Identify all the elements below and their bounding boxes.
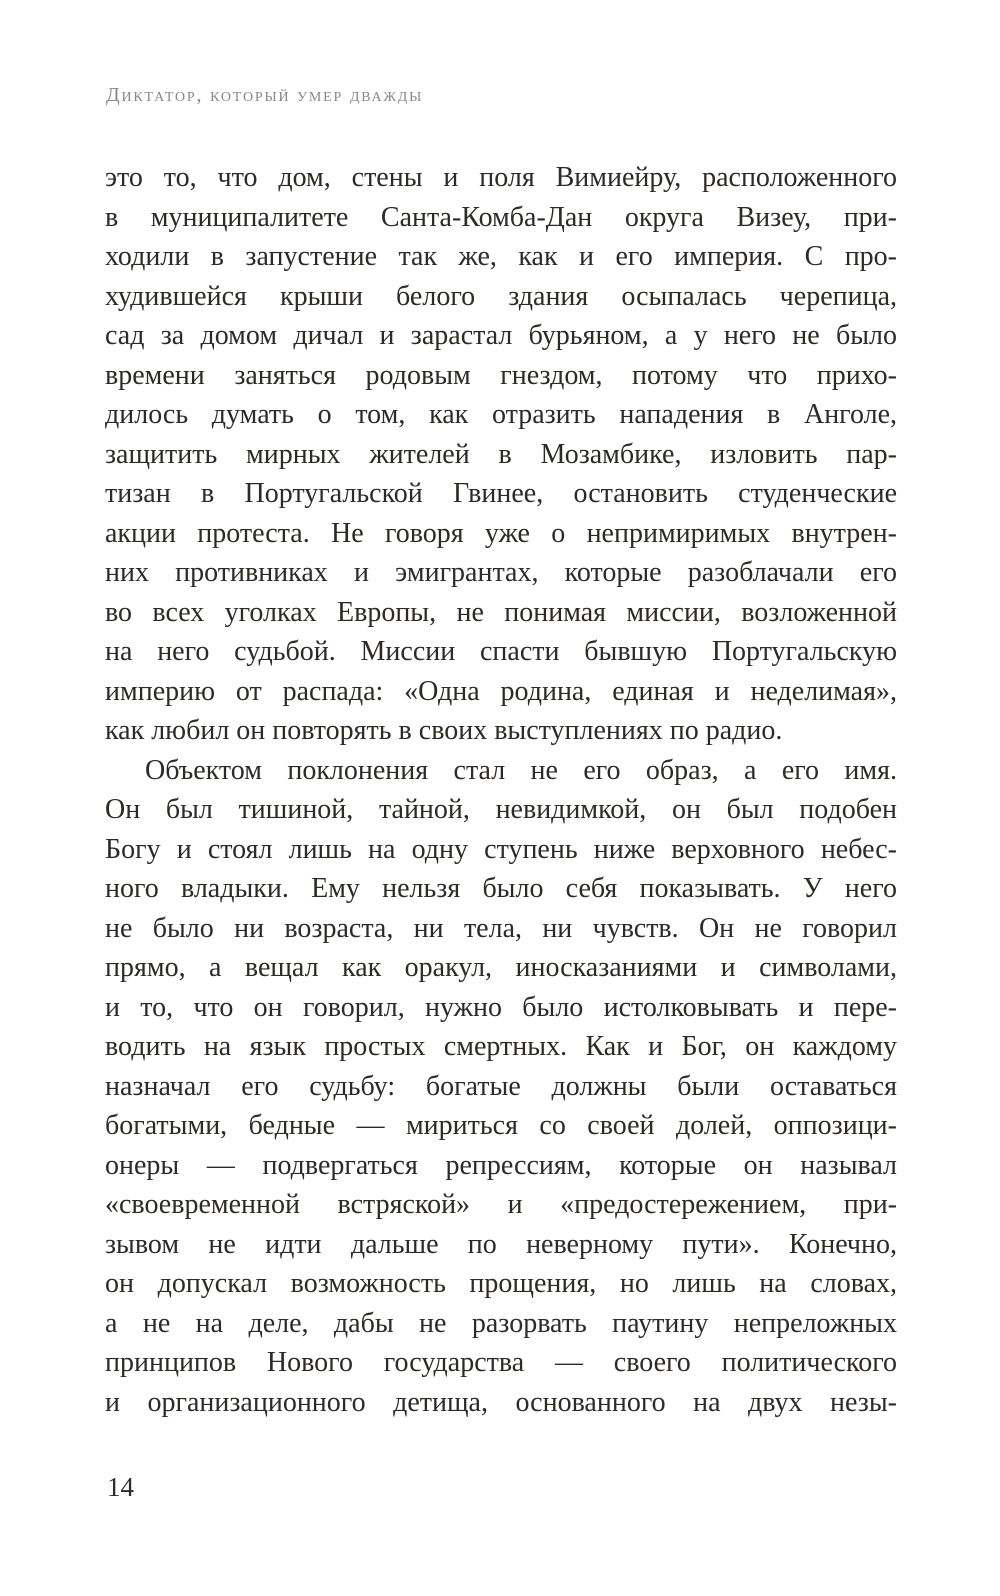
text-line: на него судьбой. Миссии спасти бывшую Португальскую: [105, 636, 897, 667]
text-line: принципов Нового государства — своего политического: [105, 1347, 897, 1378]
text-line: во всех уголках Европы, не понимая миссии, возложенной: [105, 596, 897, 628]
text-line: богатыми, бедные — мириться со своей долей, оппозици-: [105, 1110, 897, 1141]
text-block: [105, 158, 897, 1422]
text-line: дилось думать о том, как отразить нападения в Анголе,: [105, 399, 897, 430]
text-line: не было ни возраста, ни тела, ни чувств. Он не говорил: [105, 912, 897, 944]
text-line: прямо, а вещал как оракул, иносказаниями и символами,: [105, 952, 897, 983]
text-line: них противниках и эмигрантах, которые разоблачали его: [105, 557, 897, 588]
text-line: защитить мирных жителей в Мозамбике, изловить пар-: [105, 438, 897, 470]
text-line: акции протеста. Не говоря уже о непримиримых внутрен-: [105, 517, 897, 549]
text-line: времени заняться родовым гнездом, потому что прихо-: [105, 359, 897, 391]
text-line: сад за домом дичал и зарастал бурьяном, а у него не было: [105, 320, 897, 351]
running-header: Диктатор, который умер дважды: [106, 84, 424, 106]
text-line: Богу и стоял лишь на одну ступень ниже верховного небес-: [105, 833, 897, 865]
text-line: зывом не идти дальше по неверному пути». Конечно,: [105, 1228, 897, 1260]
text-line: он допускал возможность прощения, но лишь на словах,: [105, 1268, 897, 1299]
text-line: худившейся крыши белого здания осыпалась черепица,: [105, 280, 897, 312]
page-number: 14: [107, 1472, 134, 1502]
text-line: Объектом поклонения стал не его образ, а его имя.: [145, 754, 897, 786]
text-line: «своевременной встряской» и «предостережением, при-: [105, 1189, 897, 1220]
text-line: а не на деле, дабы не разорвать паутину непреложных: [105, 1307, 897, 1339]
text-line: и организационного детища, основанного на двух незы-: [105, 1386, 897, 1418]
text-line: это то, что дом, стены и поля Вимиейру, расположенного: [105, 162, 897, 193]
text-line: назначал его судьбу: богатые должны были оставаться: [105, 1070, 897, 1102]
text-line: тизан в Португальской Гвинее, остановить студенческие: [105, 478, 897, 509]
text-line: Он был тишиной, тайной, невидимкой, он был подобен: [105, 794, 897, 825]
text-line: онеры — подвергаться репрессиям, которые он называл: [105, 1149, 897, 1181]
text-line: водить на язык простых смертных. Как и Бог, он каждому: [105, 1031, 897, 1062]
text-line: империю от распада: «Одна родина, единая и неделимая»,: [105, 675, 897, 707]
text-line: и то, что он говорил, нужно было истолковывать и пере-: [105, 991, 897, 1023]
text-line: в муниципалитете Санта-Комба-Дан округа Визеу, при-: [105, 201, 897, 233]
text-line: ного владыки. Ему нельзя было себя показывать. У него: [105, 873, 897, 904]
text-line: ходили в запустение так же, как и его империя. С про-: [105, 241, 897, 272]
text-line: как любил он повторять в своих выступлениях по радио.: [105, 715, 783, 746]
